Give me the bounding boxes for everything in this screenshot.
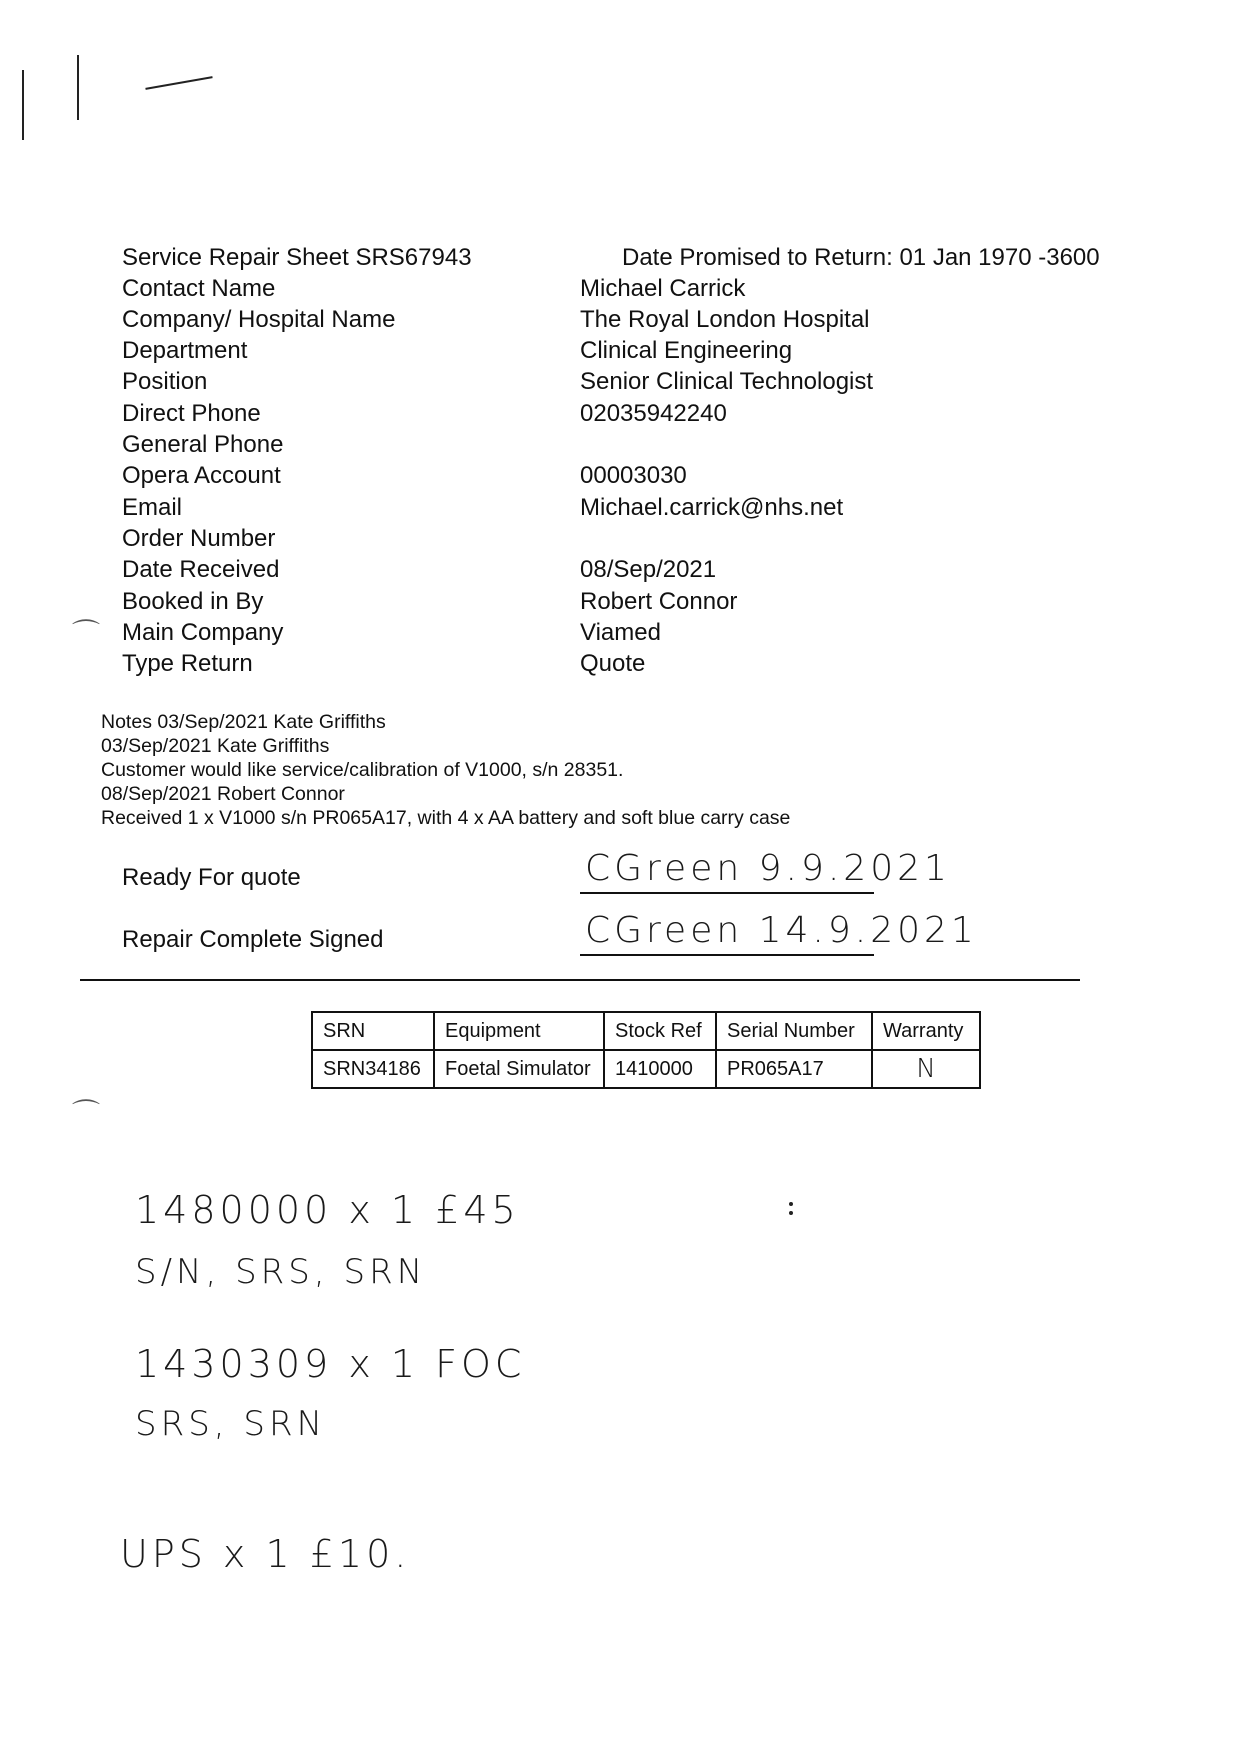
stock-ref-cell: 1410000 xyxy=(604,1050,716,1088)
table-row xyxy=(312,1050,980,1088)
equipment-table xyxy=(311,1011,981,1089)
srn-cell: SRN34186 xyxy=(312,1050,434,1088)
position-value: Senior Clinical Technologist xyxy=(580,368,874,395)
notes-line: Notes 03/Sep/2021 Kate Griffiths xyxy=(101,711,386,733)
warranty-cell: N xyxy=(872,1050,980,1088)
margin-scribble: ⌒ xyxy=(72,1097,101,1130)
direct-phone-value: 02035942240 xyxy=(580,400,727,427)
department-label: Department xyxy=(122,337,248,364)
department-value: Clinical Engineering xyxy=(580,337,793,364)
order-number-label: Order Number xyxy=(122,525,276,552)
date-promised: Date Promised to Return: 01 Jan 1970 -3600 xyxy=(622,244,1100,271)
date-received-value: 08/Sep/2021 xyxy=(580,556,717,583)
direct-phone-label: Direct Phone xyxy=(122,400,261,427)
equipment-cell: Foetal Simulator xyxy=(434,1050,604,1088)
handwritten-line: SRS, SRN xyxy=(135,1404,327,1444)
serial-number-header: Serial Number xyxy=(716,1012,872,1050)
notes-block xyxy=(101,710,790,830)
position-label: Position xyxy=(122,368,208,395)
company-value: The Royal London Hospital xyxy=(580,306,870,333)
ready-signature-line xyxy=(580,892,874,894)
scan-tick-mark xyxy=(77,55,79,120)
notes-line: Customer would like service/calibration of V1000, s/n 28351. xyxy=(101,759,624,781)
handwritten-line: 1480000 x 1 £45 xyxy=(135,1188,520,1232)
margin-scribble: ⌒ xyxy=(72,617,101,650)
type-return-value: Quote xyxy=(580,650,646,677)
serial-number-cell: PR065A17 xyxy=(716,1050,872,1088)
complete-signature-line xyxy=(580,954,874,956)
section-divider xyxy=(80,979,1080,981)
table-header-row xyxy=(312,1012,980,1050)
scan-speck xyxy=(789,1202,793,1206)
repair-complete-label: Repair Complete Signed xyxy=(122,926,384,953)
srn-header: SRN xyxy=(312,1012,434,1050)
sheet-title: Service Repair Sheet SRS67943 xyxy=(122,244,472,271)
opera-account-value: 00003030 xyxy=(580,462,687,489)
stock-ref-header: Stock Ref xyxy=(604,1012,716,1050)
company-label: Company/ Hospital Name xyxy=(122,306,396,333)
general-phone-label: General Phone xyxy=(122,431,284,458)
handwritten-line: UPS x 1 £10. xyxy=(120,1532,411,1576)
warranty-header: Warranty xyxy=(872,1012,980,1050)
scan-edge-mark xyxy=(22,70,24,140)
handwritten-line: 1430309 x 1 FOC xyxy=(135,1342,526,1386)
opera-account-label: Opera Account xyxy=(122,462,281,489)
notes-line: Received 1 x V1000 s/n PR065A17, with 4 x AA battery and soft blue carry case xyxy=(101,807,791,829)
ready-signature: CGreen 9.9.2021 xyxy=(585,848,951,889)
email-value: Michael.carrick@nhs.net xyxy=(580,494,844,521)
equipment-header: Equipment xyxy=(434,1012,604,1050)
ready-for-quote-label: Ready For quote xyxy=(122,864,301,891)
date-received-label: Date Received xyxy=(122,556,280,583)
booked-in-by-value: Robert Connor xyxy=(580,588,738,615)
notes-line: 08/Sep/2021 Robert Connor xyxy=(101,783,345,805)
notes-line: 03/Sep/2021 Kate Griffiths xyxy=(101,735,330,757)
complete-signature: CGreen 14.9.2021 xyxy=(585,910,978,951)
handwritten-line: S/N, SRS, SRN xyxy=(135,1252,427,1292)
main-company-label: Main Company xyxy=(122,619,284,646)
booked-in-by-label: Booked in By xyxy=(122,588,264,615)
contact-name-value: Michael Carrick xyxy=(580,275,746,302)
main-company-value: Viamed xyxy=(580,619,661,646)
contact-name-label: Contact Name xyxy=(122,275,276,302)
email-label: Email xyxy=(122,494,183,521)
type-return-label: Type Return xyxy=(122,650,253,677)
scan-dash-mark xyxy=(145,76,212,90)
scan-speck xyxy=(789,1211,793,1215)
